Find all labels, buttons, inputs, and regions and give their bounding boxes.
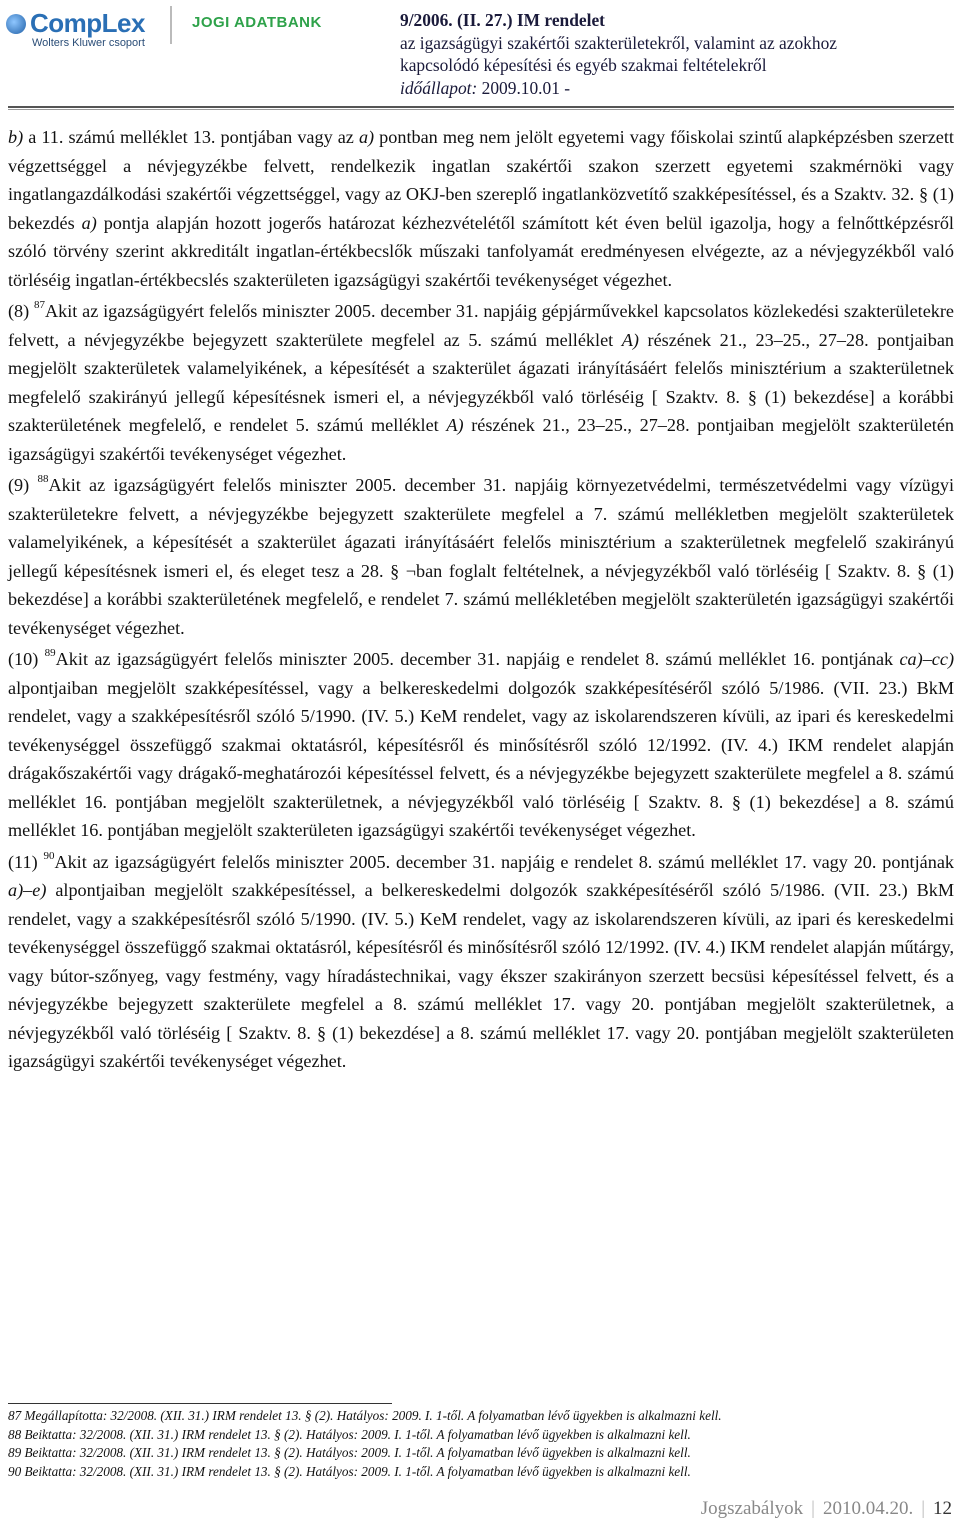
paragraph-number: (9) <box>8 475 38 495</box>
footnotes <box>8 1407 954 1482</box>
footer-date: 2010.04.20. <box>822 1498 914 1519</box>
paragraph-9 <box>8 471 954 642</box>
page-number: 12 <box>933 1498 952 1519</box>
paragraph-text: alpontjaiban megjelölt szakképesítéssel, vagy a belkereskedelmi dolgozók szakképesítéséről szóló 5/1986. (VII. 23.) BkM rendelet, vagy a szakképesítésről szóló 5/1990. (IV. 5.) KeM rendelet, vagy az iskolarendszeren kívüli, az ipari és kereskedelmi tevékenységgel összefüggő szakmai oktatásról, képesítésről és minősítésről szóló 12/1992. (IV. 4.) IKM rendelet alapján drágakőszakértői vagy drágakő-meghatározói képesítéssel felvett, és a névjegyzékbe bejegyzett szakterülete megfelel a 8. számú melléklet 16. pontjában megjelölt szakterületnek, a névjegyzékből való törléséig [ Szaktv. 8. § (1) bekezdése] a 8. számú melléklet 16. pontjában megjelölt szakterületen igazságügyi szakértői tevékenységet végezhet. <box>8 677 954 840</box>
header-divider <box>170 6 172 44</box>
paragraph-number: (11) <box>8 851 44 872</box>
jogi-adatbank-logo: JOGI ADATBANK <box>192 14 322 31</box>
subpoint-ref: ca)–cc) <box>899 649 955 669</box>
document-header-text <box>400 9 950 99</box>
document-title: 9/2006. (II. 27.) IM rendelet <box>400 10 605 30</box>
complex-globe-icon <box>6 14 26 34</box>
footer-separator: | <box>811 1498 815 1519</box>
complex-logo-text: CompLex <box>30 8 145 38</box>
paragraph-text: Akit az igazságügyért felelős miniszter 2005. december 31. napjáig e rendelet 8. számú melléklet 17. vagy 20. pontjának <box>54 851 954 872</box>
page-footer <box>701 1498 952 1520</box>
complex-logo-subtitle: Wolters Kluwer csoport <box>32 37 145 49</box>
status-label: időállapot: <box>400 77 478 98</box>
paragraph-text: pontban meg nem jelölt egyetemi vagy főiskolai szintű alapképzésben szerzett végzettséggel a névjegyzékbe felvett, rendelkezik ingatlan szakértői szakon szerzett egyetemi szakmérnöki vagy ingatlangazdálkodási szakértői végzettséggel, vagy az OKJ-ben szereplő ingatlanközvetítő szakképesítéssel, és a Szaktv. 32. § (1) bekezdés <box>8 127 954 233</box>
document-subtitle-line-1: az igazságügyi szakértői szakterületekről, valamint az azokhoz <box>400 32 837 53</box>
paragraph-b <box>8 123 954 294</box>
footer-separator: | <box>921 1498 925 1519</box>
document-subtitle-line-2: kapcsolódó képesítési és egyéb szakmai feltételekről <box>400 55 767 75</box>
point-ref: a) <box>81 212 97 233</box>
paragraph-8 <box>8 297 954 468</box>
paragraph-text: Akit az igazságügyért felelős miniszter 2005. december 31. napjáig e rendelet 8. számú melléklet 16. pontjának <box>55 649 900 669</box>
paragraph-number: (10) <box>8 649 45 669</box>
paragraph-number: (8) <box>8 301 35 321</box>
paragraph-text: pontja alapján hozott jogerős határozat kézhezvételétől számított két éven belül igazolja, hogy a felnőttképzésről szóló törvény szerint akkreditált ingatlan-értékbecslők műszaki tanfolyamát eredményesen elvégezte, az a névjegyzékből való törléséig ingatlan-értékbecslés szakterületen igazságügyi szakértői tevékenységet végezhet. <box>8 212 954 290</box>
footnote-separator <box>8 1403 392 1404</box>
paragraph-text: alpontjaiban megjelölt szakképesítéssel, a belkereskedelmi dolgozók szakképesítéséről szóló 5/1986. (VII. 23.) BkM rendelet, vagy a szakképesítésről szóló 5/1990. (IV. 5.) KeM rendelet, vagy az iskolarendszeren kívüli, az ipari és kereskedelmi tevékenységgel összefüggő szakmai oktatásról, képesítésről és minősítésről szóló 12/1992. (IV. 4.) IKM rendelet alapján műtárgy, vagy bútor-szőnyeg, vagy festmény, vagy híradástechnikai, vagy ékszer szakirányon szerzett becsüsi képesítéssel felvett, és a névjegyzékbe bejegyzett szakterülete megfelel a 8. számú melléklet 17. vagy 20. pontjában megjelölt szakterületnek, a névjegyzékből való törléséig [ Szaktv. 8. § (1) bekezdése] a 8. számú melléklet 17. vagy 20. pontjában megjelölt szakterületen igazságügyi szakértői tevékenységet végezhet. <box>8 880 954 1071</box>
paragraph-text: részének 21., 23–25., 27–28. pontjaiban megjelölt szakterületek valamelyikének, a képesítését a szakterület ágazati irányításáért felelős minisztérium a szakterületnek megfelelő szakirányú jellegű képesítésnek ismeri el, a névjegyzékből való törléséig [ Szaktv. 8. § (1) bekezdése] a korábbi szakterületének megfelelő, e rendelet 5. számú melléklet <box>8 329 954 435</box>
header-rule-thin <box>8 109 954 110</box>
subpoint-ref: a)–e) <box>8 880 47 900</box>
point-label: b) <box>8 127 24 147</box>
header-rule <box>8 106 954 108</box>
status-date: 2009.10.01 - <box>481 77 571 98</box>
page-header <box>0 0 960 110</box>
paragraph-text: Akit az igazságügyért felelős miniszter 2005. december 31. napjáig gépjárművekkel kapcsolatos közlekedési szakterületekre felvett, a névjegyzékbe bejegyzett szakterülete megfelel az 5. számú melléklet <box>8 301 954 350</box>
paragraph-text: Akit az igazságügyért felelős miniszter 2005. december 31. napjáig környezetvédelmi, természetvédelmi vagy vízügyi szakterületekre felvett, a névjegyzékbe bejegyzett szakterülete megfelel a 7. számú mellékletben megjelölt szakterületek valamelyikének, a képesítését a szakterület ágazati irányításáért felelős minisztérium a szakterületnek megfelelő szakirányú jellegű képesítésnek ismeri el, és eleget tesz a 28. § ¬ban foglalt feltételnek, a névjegyzékből való törléséig [ Szaktv. 8. § (1) bekezdése] a korábbi szakterületének megfelelő, e rendelet 7. számú mellékletében megjelölt szakterületén igazságügyi szakértői tevékenységet végezhet. <box>8 475 954 638</box>
part-ref: A) <box>446 415 464 435</box>
footnote-ref-90[interactable]: 90 <box>43 849 55 862</box>
footnote-ref-87[interactable]: 87 <box>34 299 46 311</box>
footnote-90: 90 Beiktatta: 32/2008. (XII. 31.) IRM rendelet 13. § (2). Hatályos: 2009. I. 1-től. A folyamatban lévő ügyekben is alkalmazni kell. <box>8 1464 691 1480</box>
footnote-ref-88[interactable]: 88 <box>37 473 49 485</box>
footnote-88: 88 Beiktatta: 32/2008. (XII. 31.) IRM rendelet 13. § (2). Hatályos: 2009. I. 1-től. A folyamatban lévő ügyekben is alkalmazni kell. <box>8 1426 691 1442</box>
part-ref: A) <box>621 329 639 350</box>
status-line <box>400 77 950 100</box>
paragraph-text: a 11. számú melléklet 13. pontjában vagy az <box>23 127 359 147</box>
paragraph-text: részének 21., 23–25., 27–28. pontjaiban megjelölt szakterületén igazságügyi szakértői tevékenységet végezhet. <box>8 415 955 464</box>
point-ref: a) <box>358 127 375 147</box>
footnote-87: 87 Megállapította: 32/2008. (XII. 31.) IRM rendelet 13. § (2). Hatályos: 2009. I. 1-től. A folyamatban lévő ügyekben is alkalmazni kell. <box>8 1408 722 1423</box>
document-body <box>8 123 954 1076</box>
paragraph-10 <box>8 645 954 845</box>
footnote-89: 89 Beiktatta: 32/2008. (XII. 31.) IRM rendelet 13. § (2). Hatályos: 2009. I. 1-től. A folyamatban lévő ügyekben is alkalmazni kell. <box>8 1445 691 1461</box>
footer-label: Jogszabályok <box>700 1498 804 1519</box>
footnote-ref-89[interactable]: 89 <box>44 647 56 659</box>
paragraph-11 <box>8 848 954 1076</box>
complex-logo <box>6 8 145 49</box>
